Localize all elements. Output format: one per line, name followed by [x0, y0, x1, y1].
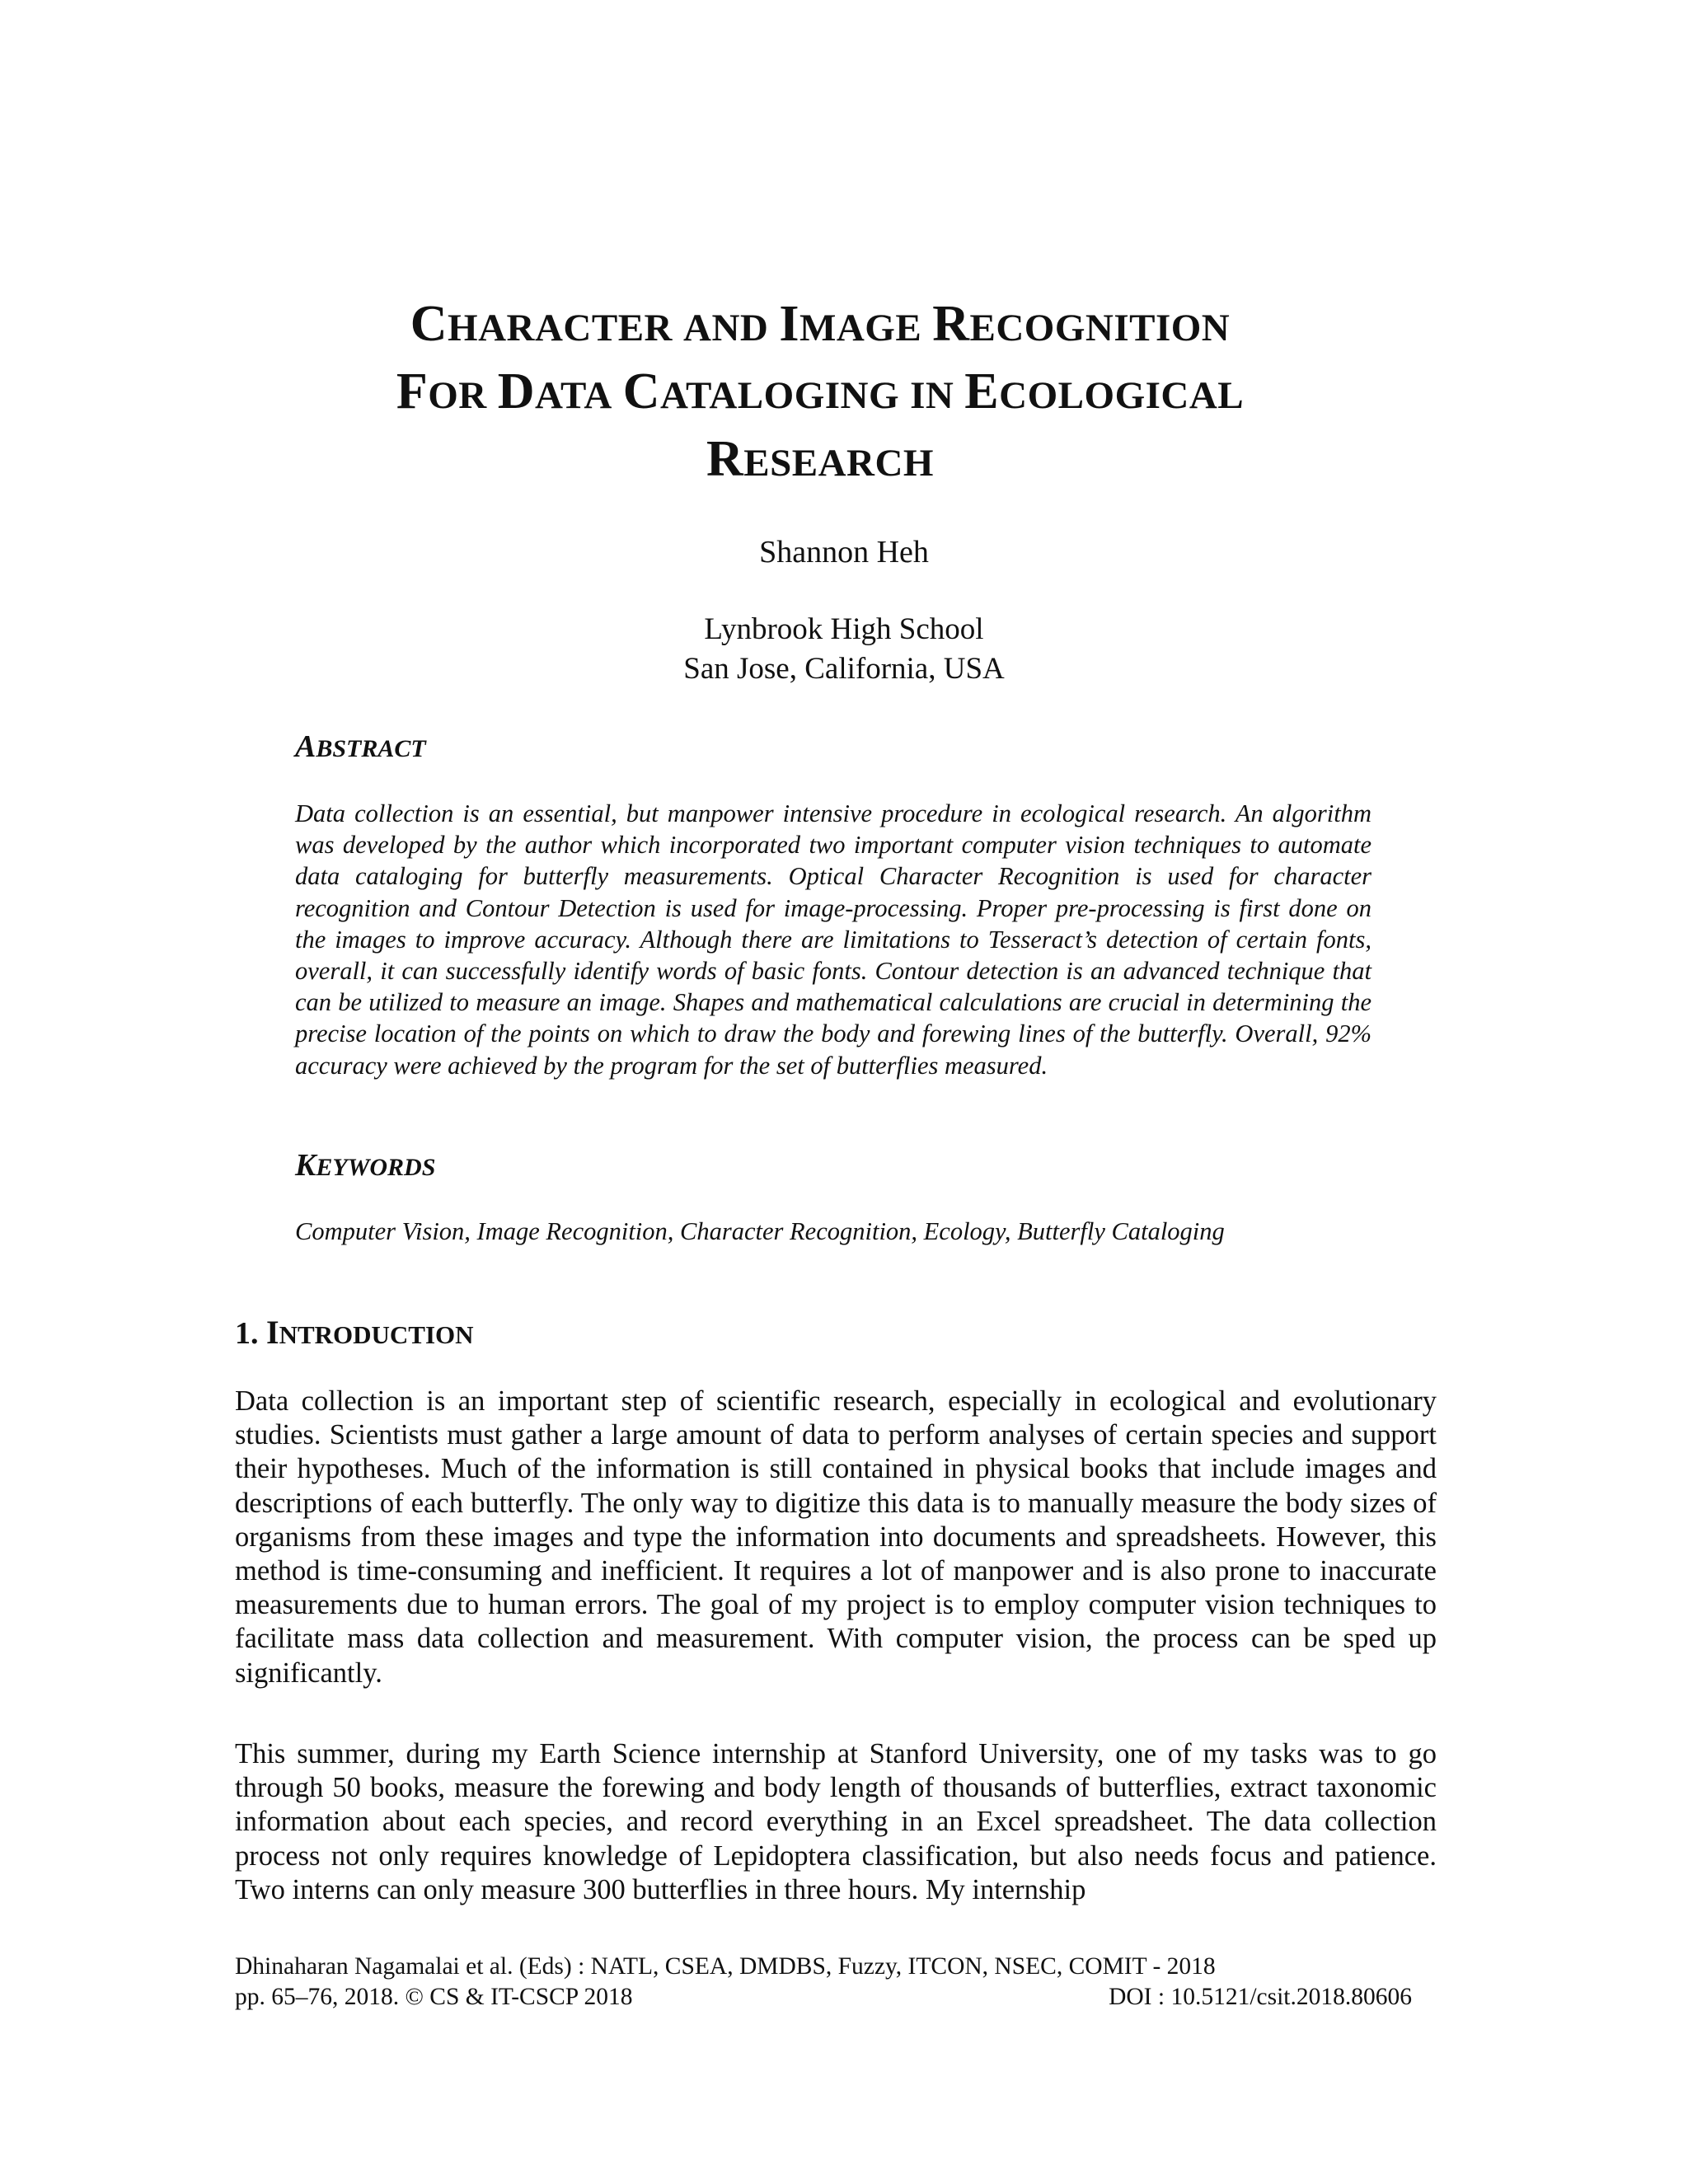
abstract-heading: [295, 730, 426, 766]
title-word-first: D: [497, 363, 535, 419]
title-word-rest: COLOGICAL: [999, 374, 1245, 417]
title-word-rest: ATA: [535, 374, 612, 417]
footer-doi: DOI : 10.5121/csit.2018.80606: [1109, 1984, 1412, 2010]
heading-initial: I: [266, 1314, 279, 1351]
heading-rest: EYWORDS: [316, 1154, 436, 1181]
intro-paragraph: Data collection is an important step of scientific research, especially in ecological and evolutionary studies. Scientists must gather a large amount of data to perform analyses of certain species and support their hypotheses. Much of the information is still contained in physical books that include images and descriptions of each butterfly. The only way to digitize this data is to manually measure the body sizes of organisms from these images and type the information into documents and spreadsheets. However, this method is time-consuming and inefficient. It requires a lot of manpower and is also prone to inaccurate measurements due to human errors. The goal of my project is to employ computer vision techniques to facilitate mass data collection and measurement. With computer vision, the process can be sped up significantly.: [235, 1385, 1437, 1689]
paper-title: [231, 293, 1409, 495]
intro-paragraph: This summer, during my Earth Science internship at Stanford University, one of my tasks was to go through 50 books, measure the forewing and body length of thousands of butterflies, extract taxonomic information about each species, and record everything in an Excel spreadsheet. The data collection process not only requires knowledge of Lepidoptera classification, but also needs focus and patience. Two interns can only measure 300 butterflies in three hours. My internship: [235, 1738, 1437, 1905]
abstract-text: Data collection is an essential, but manpower intensive procedure in ecological research. An algorithm was developed by the author which incorporated two important computer vision techniques to automate data cataloging for butterfly measurements. Optical Character Recognition is used for character recognition and Contour Detection is used for image-processing. Proper pre-processing is first done on the images to improve accuracy. Although there are limitations to Tesseract’s detection of certain fonts, overall, it can successfully identify words of basic fonts. Contour detection is an advanced technique that can be utilized to measure an image. Shapes and mathematical calculations are crucial in determining the precise location of the points on which to draw the body and forewing lines of the butterfly. Overall, 92% accuracy were achieved by the program for the set of butterflies measured.: [295, 799, 1372, 1080]
title-word-first: C: [622, 363, 661, 419]
heading-initial: K: [295, 1148, 316, 1183]
title-word-first: F: [396, 363, 429, 419]
author-affiliation: [0, 610, 1688, 689]
title-word-first: R: [706, 431, 744, 487]
footer-pages: pp. 65–76, 2018. © CS & IT-CSCP 2018: [235, 1984, 633, 2010]
title-word-rest: ATALOGING: [660, 374, 900, 417]
title-word-rest: ESEARCH: [743, 442, 934, 485]
title-word-first: R: [932, 296, 970, 352]
section-heading-introduction: [235, 1314, 474, 1354]
page-footer: [235, 1952, 1437, 2013]
keywords-heading: [295, 1149, 435, 1184]
footer-proceedings: Dhinaharan Nagamalai et al. (Eds) : NATL, CSEA, DMDBS, Fuzzy, ITCON, NSEC, COMIT - 2018: [235, 1953, 1216, 1980]
title-line-3: [231, 428, 1409, 495]
title-line-1: [231, 293, 1409, 360]
title-word-rest: OR: [428, 374, 487, 417]
title-word-first: C: [410, 296, 448, 352]
title-word-rest: IN: [910, 374, 954, 417]
title-word-rest: HARACTER: [448, 307, 673, 349]
affiliation-location: San Jose, California, USA: [683, 652, 1005, 686]
keywords-text: Computer Vision, Image Recognition, Character Recognition, Ecology, Butterfly Cataloging: [295, 1217, 1225, 1245]
title-word-rest: AND: [683, 307, 769, 349]
footer-row: [235, 1982, 1437, 2013]
heading-rest: NTRODUCTION: [279, 1320, 474, 1349]
title-word-rest: MAGE: [799, 307, 922, 349]
heading-rest: BSTRACT: [316, 735, 426, 762]
title-line-2: [231, 360, 1409, 428]
heading-initial: A: [295, 729, 316, 764]
title-word-rest: ECOGNITION: [969, 307, 1231, 349]
author-name: Shannon Heh: [759, 535, 929, 569]
title-word-first: E: [964, 363, 1000, 419]
affiliation-school: Lynbrook High School: [704, 612, 984, 646]
section-number: 1.: [235, 1316, 266, 1351]
title-word-first: I: [779, 296, 799, 352]
